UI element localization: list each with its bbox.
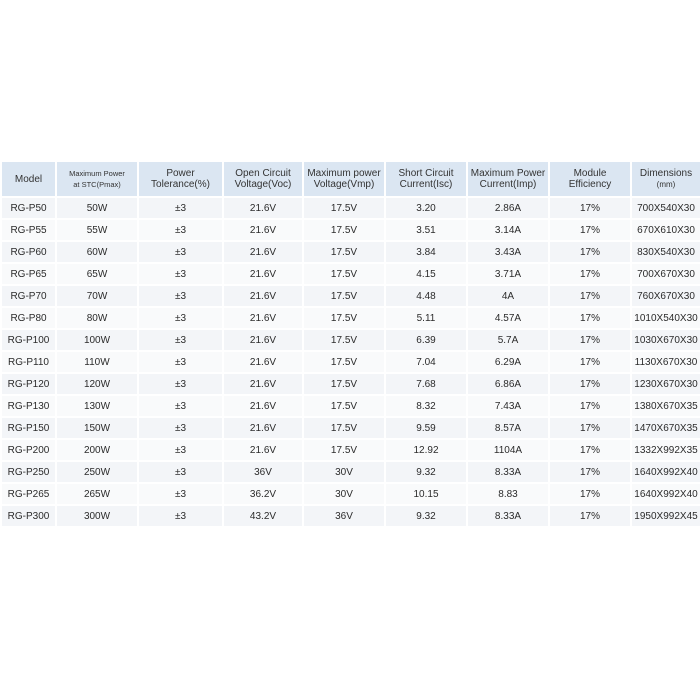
cell-max-power-voltage: 17.5V (304, 198, 384, 218)
cell-dimensions: 1130X670X30 (632, 352, 700, 372)
cell-module-efficiency: 17% (550, 242, 630, 262)
cell-max-power-current: 8.33A (468, 506, 548, 526)
cell-power-tolerance: ±3 (139, 264, 222, 284)
cell-max-power-voltage: 17.5V (304, 264, 384, 284)
cell-open-circuit-voltage: 21.6V (224, 308, 302, 328)
cell-max-power-voltage: 17.5V (304, 352, 384, 372)
cell-power-tolerance: ±3 (139, 242, 222, 262)
cell-power-tolerance: ±3 (139, 462, 222, 482)
cell-power-tolerance: ±3 (139, 484, 222, 504)
cell-power-tolerance: ±3 (139, 220, 222, 240)
table-row (2, 440, 700, 460)
table-row (2, 264, 700, 284)
cell-dimensions: 760X670X30 (632, 286, 700, 306)
cell-max-power-current: 1104A (468, 440, 548, 460)
cell-max-power: 65W (57, 264, 137, 284)
cell-max-power-current: 5.7A (468, 330, 548, 350)
cell-power-tolerance: ±3 (139, 330, 222, 350)
cell-dimensions: 700X670X30 (632, 264, 700, 284)
cell-max-power: 250W (57, 462, 137, 482)
table-row (2, 352, 700, 372)
cell-open-circuit-voltage: 21.6V (224, 242, 302, 262)
cell-short-circuit-current: 10.15 (386, 484, 466, 504)
cell-model: RG-P50 (2, 198, 55, 218)
header-power-tolerance: Power Tolerance(%) (139, 162, 222, 196)
cell-short-circuit-current: 3.51 (386, 220, 466, 240)
cell-open-circuit-voltage: 21.6V (224, 396, 302, 416)
cell-max-power-current: 3.14A (468, 220, 548, 240)
cell-short-circuit-current: 5.11 (386, 308, 466, 328)
cell-short-circuit-current: 7.04 (386, 352, 466, 372)
cell-model: RG-P120 (2, 374, 55, 394)
table-body (2, 198, 700, 526)
cell-module-efficiency: 17% (550, 198, 630, 218)
cell-module-efficiency: 17% (550, 286, 630, 306)
cell-module-efficiency: 17% (550, 506, 630, 526)
cell-short-circuit-current: 3.84 (386, 242, 466, 262)
cell-open-circuit-voltage: 36V (224, 462, 302, 482)
cell-max-power: 50W (57, 198, 137, 218)
cell-model: RG-P265 (2, 484, 55, 504)
cell-max-power: 150W (57, 418, 137, 438)
table-row (2, 374, 700, 394)
table-row (2, 242, 700, 262)
cell-dimensions: 1380X670X35 (632, 396, 700, 416)
table-row (2, 418, 700, 438)
cell-open-circuit-voltage: 21.6V (224, 418, 302, 438)
cell-max-power-current: 2.86A (468, 198, 548, 218)
cell-max-power-voltage: 17.5V (304, 440, 384, 460)
header-max-power-voltage: Maximum power Voltage(Vmp) (304, 162, 384, 196)
cell-open-circuit-voltage: 21.6V (224, 264, 302, 284)
cell-module-efficiency: 17% (550, 462, 630, 482)
cell-short-circuit-current: 6.39 (386, 330, 466, 350)
cell-module-efficiency: 17% (550, 374, 630, 394)
cell-open-circuit-voltage: 21.6V (224, 286, 302, 306)
cell-max-power: 100W (57, 330, 137, 350)
cell-max-power-voltage: 17.5V (304, 220, 384, 240)
cell-power-tolerance: ±3 (139, 198, 222, 218)
cell-model: RG-P250 (2, 462, 55, 482)
cell-max-power-voltage: 17.5V (304, 330, 384, 350)
cell-max-power-current: 3.71A (468, 264, 548, 284)
cell-model: RG-P80 (2, 308, 55, 328)
cell-short-circuit-current: 7.68 (386, 374, 466, 394)
cell-model: RG-P70 (2, 286, 55, 306)
table-row (2, 286, 700, 306)
cell-max-power-voltage: 17.5V (304, 374, 384, 394)
cell-short-circuit-current: 4.15 (386, 264, 466, 284)
panel-spec-table (0, 160, 700, 528)
header-dimensions: Dimensions (mm) (632, 162, 700, 196)
cell-module-efficiency: 17% (550, 264, 630, 284)
cell-max-power-voltage: 17.5V (304, 286, 384, 306)
cell-max-power-current: 8.83 (468, 484, 548, 504)
cell-power-tolerance: ±3 (139, 418, 222, 438)
cell-module-efficiency: 17% (550, 484, 630, 504)
cell-module-efficiency: 17% (550, 330, 630, 350)
cell-max-power-voltage: 17.5V (304, 308, 384, 328)
header-row (2, 162, 700, 196)
cell-model: RG-P65 (2, 264, 55, 284)
cell-dimensions: 1640X992X40 (632, 484, 700, 504)
cell-max-power: 70W (57, 286, 137, 306)
cell-max-power: 60W (57, 242, 137, 262)
cell-max-power: 130W (57, 396, 137, 416)
cell-power-tolerance: ±3 (139, 440, 222, 460)
header-short-circuit-current: Short Circuit Current(Isc) (386, 162, 466, 196)
cell-model: RG-P300 (2, 506, 55, 526)
cell-short-circuit-current: 9.32 (386, 506, 466, 526)
cell-max-power-voltage: 30V (304, 462, 384, 482)
cell-module-efficiency: 17% (550, 440, 630, 460)
cell-power-tolerance: ±3 (139, 396, 222, 416)
cell-max-power-voltage: 17.5V (304, 396, 384, 416)
cell-max-power: 55W (57, 220, 137, 240)
cell-max-power-current: 4.57A (468, 308, 548, 328)
cell-max-power-current: 8.57A (468, 418, 548, 438)
cell-max-power: 200W (57, 440, 137, 460)
table-row (2, 198, 700, 218)
cell-max-power: 80W (57, 308, 137, 328)
cell-open-circuit-voltage: 21.6V (224, 198, 302, 218)
cell-dimensions: 1640X992X40 (632, 462, 700, 482)
header-max-power: Maximum Power at STC(Pmax) (57, 162, 137, 196)
cell-module-efficiency: 17% (550, 396, 630, 416)
cell-short-circuit-current: 8.32 (386, 396, 466, 416)
cell-short-circuit-current: 3.20 (386, 198, 466, 218)
cell-max-power: 110W (57, 352, 137, 372)
table-row (2, 220, 700, 240)
cell-module-efficiency: 17% (550, 418, 630, 438)
cell-max-power-voltage: 30V (304, 484, 384, 504)
cell-open-circuit-voltage: 43.2V (224, 506, 302, 526)
cell-dimensions: 1950X992X45 (632, 506, 700, 526)
cell-dimensions: 830X540X30 (632, 242, 700, 262)
header-module-efficiency: Module Efficiency (550, 162, 630, 196)
header-model: Model (2, 162, 55, 196)
cell-max-power-current: 8.33A (468, 462, 548, 482)
cell-module-efficiency: 17% (550, 220, 630, 240)
cell-max-power-current: 4A (468, 286, 548, 306)
cell-power-tolerance: ±3 (139, 374, 222, 394)
cell-model: RG-P55 (2, 220, 55, 240)
cell-module-efficiency: 17% (550, 308, 630, 328)
cell-open-circuit-voltage: 21.6V (224, 440, 302, 460)
table-row (2, 330, 700, 350)
cell-dimensions: 1230X670X30 (632, 374, 700, 394)
cell-max-power: 300W (57, 506, 137, 526)
table-row (2, 308, 700, 328)
table-row (2, 506, 700, 526)
cell-short-circuit-current: 9.32 (386, 462, 466, 482)
cell-dimensions: 700X540X30 (632, 198, 700, 218)
cell-short-circuit-current: 4.48 (386, 286, 466, 306)
cell-max-power-current: 7.43A (468, 396, 548, 416)
cell-open-circuit-voltage: 21.6V (224, 374, 302, 394)
cell-max-power-current: 3.43A (468, 242, 548, 262)
cell-max-power-current: 6.86A (468, 374, 548, 394)
cell-module-efficiency: 17% (550, 352, 630, 372)
table-header (2, 162, 700, 196)
cell-model: RG-P60 (2, 242, 55, 262)
cell-open-circuit-voltage: 21.6V (224, 220, 302, 240)
cell-dimensions: 1332X992X35 (632, 440, 700, 460)
cell-power-tolerance: ±3 (139, 352, 222, 372)
cell-dimensions: 670X610X30 (632, 220, 700, 240)
cell-max-power-voltage: 17.5V (304, 242, 384, 262)
header-max-power-current: Maximum Power Current(Imp) (468, 162, 548, 196)
cell-model: RG-P200 (2, 440, 55, 460)
header-open-circuit-voltage: Open Circuit Voltage(Voc) (224, 162, 302, 196)
cell-max-power-voltage: 17.5V (304, 418, 384, 438)
cell-dimensions: 1030X670X30 (632, 330, 700, 350)
cell-power-tolerance: ±3 (139, 286, 222, 306)
table-row (2, 462, 700, 482)
cell-dimensions: 1010X540X30 (632, 308, 700, 328)
cell-max-power: 120W (57, 374, 137, 394)
cell-max-power-voltage: 36V (304, 506, 384, 526)
cell-model: RG-P150 (2, 418, 55, 438)
cell-max-power: 265W (57, 484, 137, 504)
table-row (2, 396, 700, 416)
cell-open-circuit-voltage: 21.6V (224, 330, 302, 350)
cell-power-tolerance: ±3 (139, 506, 222, 526)
cell-model: RG-P130 (2, 396, 55, 416)
table-row (2, 484, 700, 504)
cell-open-circuit-voltage: 21.6V (224, 352, 302, 372)
cell-short-circuit-current: 12.92 (386, 440, 466, 460)
cell-max-power-current: 6.29A (468, 352, 548, 372)
cell-open-circuit-voltage: 36.2V (224, 484, 302, 504)
cell-dimensions: 1470X670X35 (632, 418, 700, 438)
cell-power-tolerance: ±3 (139, 308, 222, 328)
cell-model: RG-P110 (2, 352, 55, 372)
cell-model: RG-P100 (2, 330, 55, 350)
cell-short-circuit-current: 9.59 (386, 418, 466, 438)
